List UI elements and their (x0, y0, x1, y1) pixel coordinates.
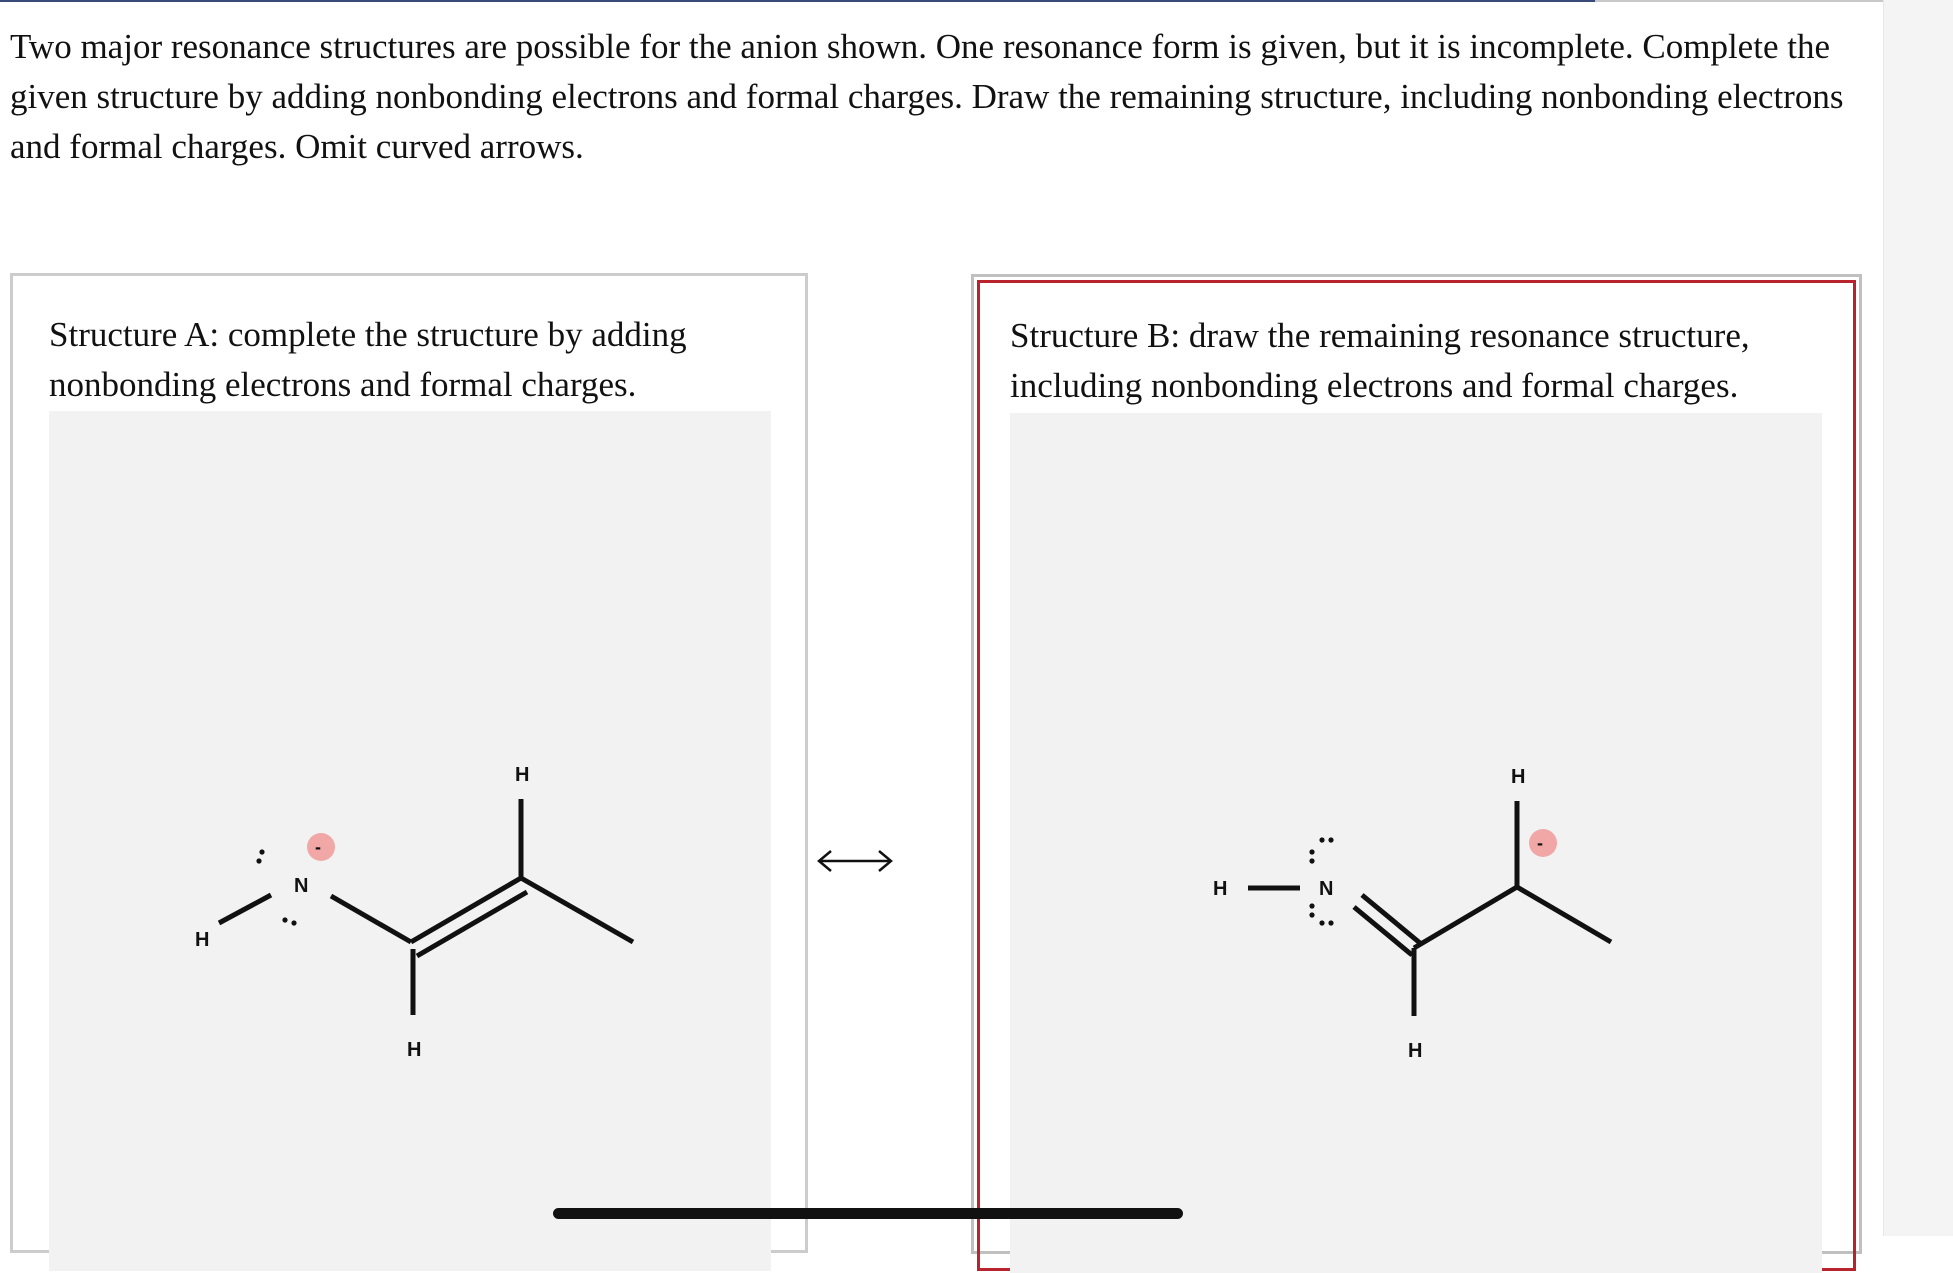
lone-pair-n-left[interactable] (1309, 849, 1314, 863)
atom-h-left[interactable]: H (195, 929, 210, 951)
bond-c1-c2-double-a[interactable] (411, 878, 521, 942)
formal-charge-marker[interactable] (1529, 829, 1557, 857)
formal-charge-text: - (315, 837, 321, 857)
atom-h-left[interactable]: H (1213, 878, 1228, 900)
structure-a-canvas[interactable] (49, 411, 771, 1271)
top-divider-right (1595, 0, 1905, 2)
lone-pair-n-bottom[interactable] (1319, 920, 1333, 925)
structure-a-panel[interactable] (10, 273, 808, 1253)
lone-pair-n-left-lower[interactable] (1309, 903, 1314, 917)
formal-charge-text: - (1537, 833, 1543, 853)
structure-b-panel[interactable] (971, 274, 1862, 1254)
structure-b-canvas[interactable] (1010, 413, 1822, 1273)
structure-a-molecule (49, 411, 771, 1271)
atom-h-bottom[interactable]: H (407, 1039, 422, 1061)
atom-h-top[interactable]: H (1511, 766, 1526, 788)
structure-b-molecule (1010, 413, 1822, 1273)
bond-c1-c2-double-b[interactable] (417, 892, 527, 956)
bond-c2-ch3[interactable] (521, 878, 633, 942)
lone-pair-n-upper[interactable] (256, 849, 264, 863)
structure-b-title: Structure B: draw the remaining resonance structure, including nonbonding electrons and formal charges. (1010, 316, 1750, 405)
bond-c2-ch3[interactable] (1517, 887, 1611, 942)
bond-c1-c2[interactable] (1414, 887, 1517, 948)
lone-pair-n-top[interactable] (1319, 837, 1333, 842)
double-headed-arrow-icon (815, 846, 895, 876)
atom-n[interactable]: N (1319, 878, 1334, 900)
structure-a-title: Structure A: complete the structure by adding nonbonding electrons and formal charges. (49, 315, 687, 404)
bond-n-c1[interactable] (331, 896, 411, 942)
formal-charge-marker[interactable] (307, 833, 335, 861)
lone-pair-n-lower[interactable] (282, 917, 296, 925)
atom-h-bottom[interactable]: H (1408, 1040, 1423, 1062)
atom-n[interactable]: N (294, 875, 309, 897)
atom-h-top[interactable]: H (515, 764, 530, 786)
bond-h-n[interactable] (219, 895, 271, 923)
home-indicator[interactable] (553, 1208, 1183, 1219)
top-divider (0, 0, 1600, 2)
question-text: Two major resonance structures are possible for the anion shown. One resonance form is given, but it is incomplete. Complete the given structure by adding nonbonding electrons and formal charges. Draw the remaining structure, including nonbonding electrons and formal charges. Omit curved arrows. (10, 27, 1844, 166)
scrollbar-track[interactable] (1883, 0, 1953, 1236)
